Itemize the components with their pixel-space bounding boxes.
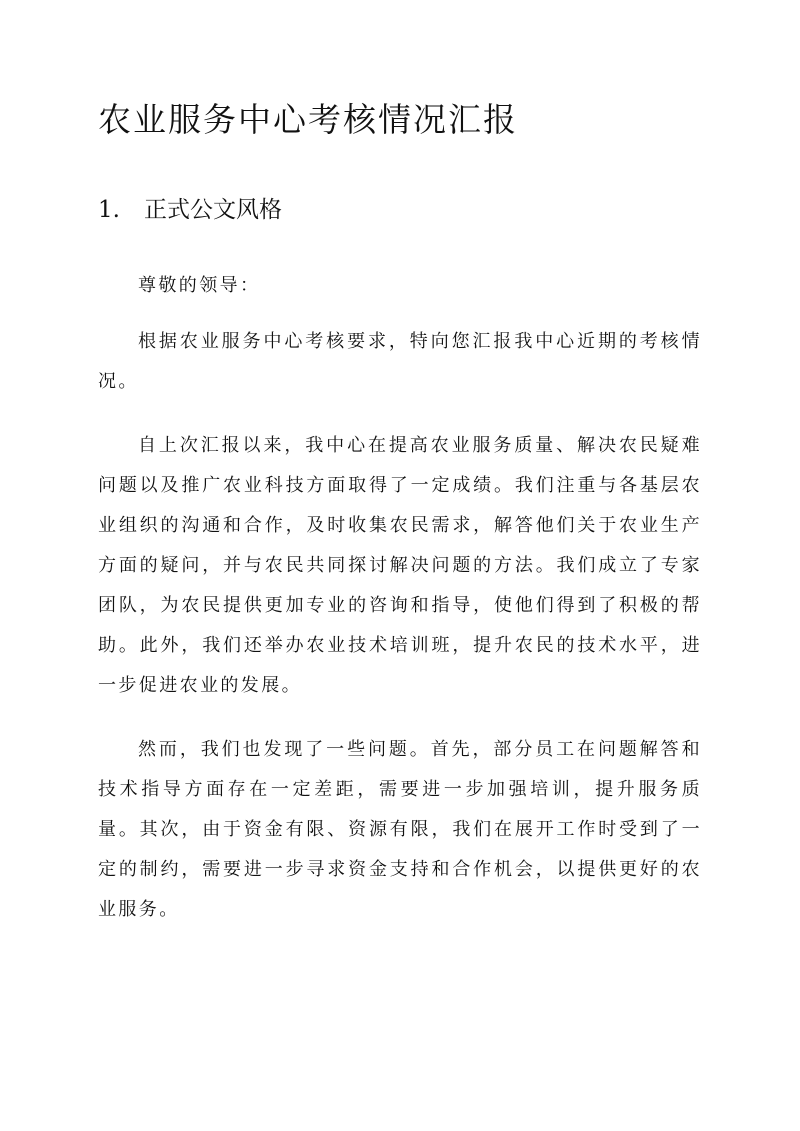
document-title: 农业服务中心考核情况汇报 <box>98 100 518 139</box>
paragraph-problems: 然而，我们也发现了一些问题。首先，部分员工在问题解答和技术指导方面存在一定差距，需要进一步加强培训，提升服务质量。其次，由于资金有限、资源有限，我们在展开工作时受到了一定的制约，需要进一步寻求资金支持和合作机会，以提供更好的农业服务。 <box>98 739 702 920</box>
section-title: 正式公文风格 <box>144 197 282 223</box>
section-number: 1. <box>98 197 120 223</box>
document-body <box>98 266 702 954</box>
paragraph-achievements: 自上次汇报以来，我中心在提高农业服务质量、解决农民疑难问题以及推广农业科技方面取得了一定成绩。我们注重与各基层农业组织的沟通和合作，及时收集农民需求，解答他们关于农业生产方面的疑问，并与农民共同探讨解决问题的方法。我们成立了专家团队，为农民提供更加专业的咨询和指导，使他们得到了积极的帮助。此外，我们还举办农业技术培训班，提升农民的技术水平，进一步促进农业的发展。 <box>98 435 702 696</box>
salutation: 尊敬的领导： <box>138 275 261 296</box>
paragraph-intro: 根据农业服务中心考核要求，特向您汇报我中心近期的考核情况。 <box>98 331 702 392</box>
section-heading <box>98 192 698 228</box>
